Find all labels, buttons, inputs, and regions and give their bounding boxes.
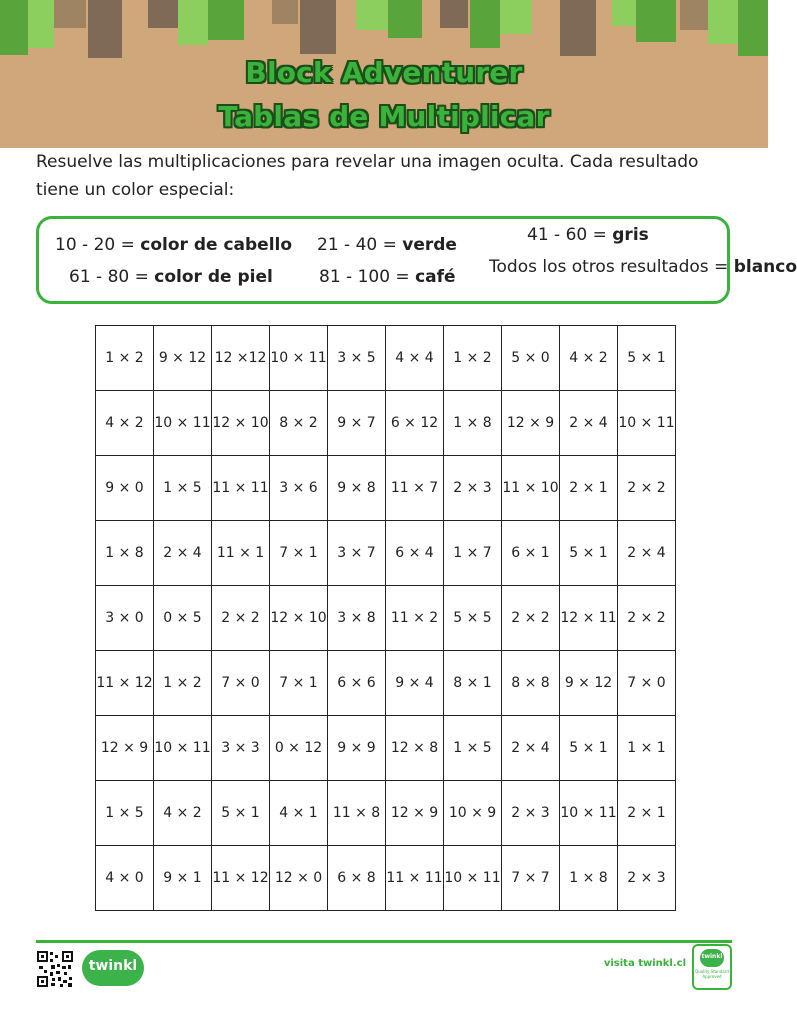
- grid-cell[interactable]: 11 × 12: [212, 846, 270, 911]
- grid-cell[interactable]: 2 × 3: [502, 781, 560, 846]
- legend-color: verde: [402, 235, 457, 255]
- grid-cell[interactable]: 3 × 8: [328, 586, 386, 651]
- color-legend: [36, 216, 797, 304]
- grid-cell[interactable]: 10 × 11: [154, 716, 212, 781]
- grid-cell[interactable]: 0 × 12: [270, 716, 328, 781]
- badge-label: Quality Standard Approved: [695, 969, 729, 979]
- grid-cell[interactable]: 2 × 2: [502, 586, 560, 651]
- grid-row: [96, 651, 676, 716]
- grid-cell[interactable]: 1 × 2: [154, 651, 212, 716]
- grid-cell[interactable]: 12 × 10: [270, 586, 328, 651]
- grid-cell[interactable]: 1 × 5: [96, 781, 154, 846]
- grid-cell[interactable]: 12 × 9: [96, 716, 154, 781]
- grid-cell[interactable]: 10 × 9: [444, 781, 502, 846]
- grid-cell[interactable]: 10 × 11: [270, 326, 328, 391]
- grid-cell[interactable]: 10 × 11: [560, 781, 618, 846]
- grid-cell[interactable]: 1 × 2: [96, 326, 154, 391]
- grid-cell[interactable]: 3 × 0: [96, 586, 154, 651]
- grid-cell[interactable]: 2 × 3: [444, 456, 502, 521]
- grid-row: [96, 391, 676, 456]
- footer-divider: [36, 940, 732, 943]
- badge-logo: [700, 949, 724, 967]
- instructions-text: Resuelve las multiplicaciones para revelar una imagen oculta. Cada resultado tiene un color especial:: [36, 152, 699, 200]
- grid-cell[interactable]: 5 × 1: [212, 781, 270, 846]
- page-subtitle: Tablas de Multiplicar: [218, 100, 550, 133]
- grid-cell[interactable]: 12 × 9: [386, 781, 444, 846]
- grid-cell[interactable]: 6 × 6: [328, 651, 386, 716]
- grid-cell[interactable]: 10 × 11: [618, 391, 676, 456]
- grid-cell[interactable]: 10 × 11: [444, 846, 502, 911]
- grid-cell[interactable]: 4 × 1: [270, 781, 328, 846]
- legend-item: [527, 225, 649, 245]
- grid-cell[interactable]: 8 × 2: [270, 391, 328, 456]
- grid-cell[interactable]: 9 × 0: [96, 456, 154, 521]
- grid-cell[interactable]: 11 × 12: [96, 651, 154, 716]
- grid-cell[interactable]: 9 × 7: [328, 391, 386, 456]
- grid-row: [96, 781, 676, 846]
- grid-cell[interactable]: 1 × 1: [618, 716, 676, 781]
- grid-cell[interactable]: 5 × 1: [560, 716, 618, 781]
- legend-color: color de cabello: [140, 235, 293, 255]
- grid-row: [96, 586, 676, 651]
- legend-range: 41 - 60 =: [527, 225, 613, 245]
- grid-cell[interactable]: 1 × 5: [154, 456, 212, 521]
- legend-item: [319, 267, 456, 287]
- legend-range: 21 - 40 =: [317, 235, 403, 255]
- grid-cell[interactable]: 7 × 1: [270, 651, 328, 716]
- grid-cell[interactable]: 1 × 7: [444, 521, 502, 586]
- grid-cell[interactable]: 2 × 2: [212, 586, 270, 651]
- legend-item: [489, 257, 797, 278]
- quality-badge-icon: [692, 944, 732, 990]
- grid-cell[interactable]: 11 × 2: [386, 586, 444, 651]
- grid-cell[interactable]: 12 × 0: [270, 846, 328, 911]
- grid-cell[interactable]: 3 × 6: [270, 456, 328, 521]
- grid-cell[interactable]: 11 × 7: [386, 456, 444, 521]
- grid-cell[interactable]: 7 × 0: [618, 651, 676, 716]
- grid-cell[interactable]: 5 × 1: [560, 521, 618, 586]
- grid-cell[interactable]: 12 × 11: [560, 586, 618, 651]
- legend-item: [317, 235, 457, 255]
- grid-cell[interactable]: 5 × 5: [444, 586, 502, 651]
- grid-cell[interactable]: 12 × 9: [502, 391, 560, 456]
- grid-cell[interactable]: 2 × 4: [618, 521, 676, 586]
- grid-cell[interactable]: 2 × 1: [618, 781, 676, 846]
- grid-cell[interactable]: 9 × 1: [154, 846, 212, 911]
- grid-cell[interactable]: 1 × 8: [560, 846, 618, 911]
- grid-cell[interactable]: 2 × 1: [560, 456, 618, 521]
- grid-cell[interactable]: 9 × 9: [328, 716, 386, 781]
- grid-cell[interactable]: 8 × 8: [502, 651, 560, 716]
- grid-cell[interactable]: 10 × 11: [154, 391, 212, 456]
- grid-cell[interactable]: 12 × 8: [386, 716, 444, 781]
- grid-cell[interactable]: 1 × 8: [444, 391, 502, 456]
- grid-cell[interactable]: 4 × 4: [386, 326, 444, 391]
- grid-cell[interactable]: 6 × 8: [328, 846, 386, 911]
- legend-color: color de piel: [154, 267, 273, 287]
- grid-cell[interactable]: 5 × 0: [502, 326, 560, 391]
- grid-cell[interactable]: 4 × 2: [560, 326, 618, 391]
- grid-cell[interactable]: 4 × 0: [96, 846, 154, 911]
- legend-color: café: [415, 267, 456, 287]
- grid-cell[interactable]: 9 × 12: [560, 651, 618, 716]
- legend-range: Todos los otros resultados =: [489, 257, 734, 277]
- grid-cell[interactable]: 6 × 1: [502, 521, 560, 586]
- legend-range: 61 - 80 =: [69, 267, 155, 287]
- grid-cell[interactable]: 11 × 11: [212, 456, 270, 521]
- grid-row: [96, 521, 676, 586]
- multiplication-grid: [95, 325, 676, 911]
- legend-color: gris: [612, 225, 649, 245]
- twinkl-logo: [82, 950, 144, 986]
- grid-cell[interactable]: 3 × 5: [328, 326, 386, 391]
- grid-row: [96, 456, 676, 521]
- grid-cell[interactable]: 2 × 3: [618, 846, 676, 911]
- visit-link[interactable]: visita twinkl.cl: [603, 958, 686, 969]
- grid-cell[interactable]: 2 × 2: [618, 456, 676, 521]
- grid-cell[interactable]: 3 × 3: [212, 716, 270, 781]
- legend-item: [69, 267, 273, 287]
- grid-cell[interactable]: 2 × 4: [502, 716, 560, 781]
- legend-range: 81 - 100 =: [319, 267, 416, 287]
- legend-item: [55, 235, 292, 255]
- grid-cell[interactable]: 2 × 2: [618, 586, 676, 651]
- grid-cell[interactable]: 6 × 12: [386, 391, 444, 456]
- qr-code-icon: [36, 950, 74, 988]
- grid-cell[interactable]: 9 × 8: [328, 456, 386, 521]
- grid-cell[interactable]: 12 × 10: [212, 391, 270, 456]
- grid-cell[interactable]: 1 × 5: [444, 716, 502, 781]
- grid-cell[interactable]: 11 × 10: [502, 456, 560, 521]
- grid-cell[interactable]: 7 × 7: [502, 846, 560, 911]
- badge-logo-text: twinkl: [701, 953, 723, 960]
- grid-cell[interactable]: 11 × 1: [212, 521, 270, 586]
- grid-cell[interactable]: 1 × 2: [444, 326, 502, 391]
- grid-cell[interactable]: 5 × 1: [618, 326, 676, 391]
- grid-cell[interactable]: 2 × 4: [154, 521, 212, 586]
- grid-cell[interactable]: 8 × 1: [444, 651, 502, 716]
- grid-cell[interactable]: 0 × 5: [154, 586, 212, 651]
- grid-cell[interactable]: 9 × 12: [154, 326, 212, 391]
- grid-cell[interactable]: 2 × 4: [560, 391, 618, 456]
- grid-cell[interactable]: 4 × 2: [154, 781, 212, 846]
- grid-cell[interactable]: 3 × 7: [328, 521, 386, 586]
- grid-cell[interactable]: 6 × 4: [386, 521, 444, 586]
- grid-cell[interactable]: 7 × 1: [270, 521, 328, 586]
- grid-cell[interactable]: 7 × 0: [212, 651, 270, 716]
- grid-row: [96, 716, 676, 781]
- grid-row: [96, 326, 676, 391]
- logo-text: twinkl: [88, 958, 138, 974]
- grid-cell[interactable]: 11 × 8: [328, 781, 386, 846]
- legend-color: blanco: [733, 257, 797, 277]
- grid-cell[interactable]: 4 × 2: [96, 391, 154, 456]
- grid-cell[interactable]: 1 × 8: [96, 521, 154, 586]
- page-title: Block Adventurer: [245, 56, 523, 89]
- legend-range: 10 - 20 =: [55, 235, 141, 255]
- grid-cell[interactable]: 9 × 4: [386, 651, 444, 716]
- grid-cell[interactable]: 12 ×12: [212, 326, 270, 391]
- grid-cell[interactable]: 11 × 11: [386, 846, 444, 911]
- grid-row: [96, 846, 676, 911]
